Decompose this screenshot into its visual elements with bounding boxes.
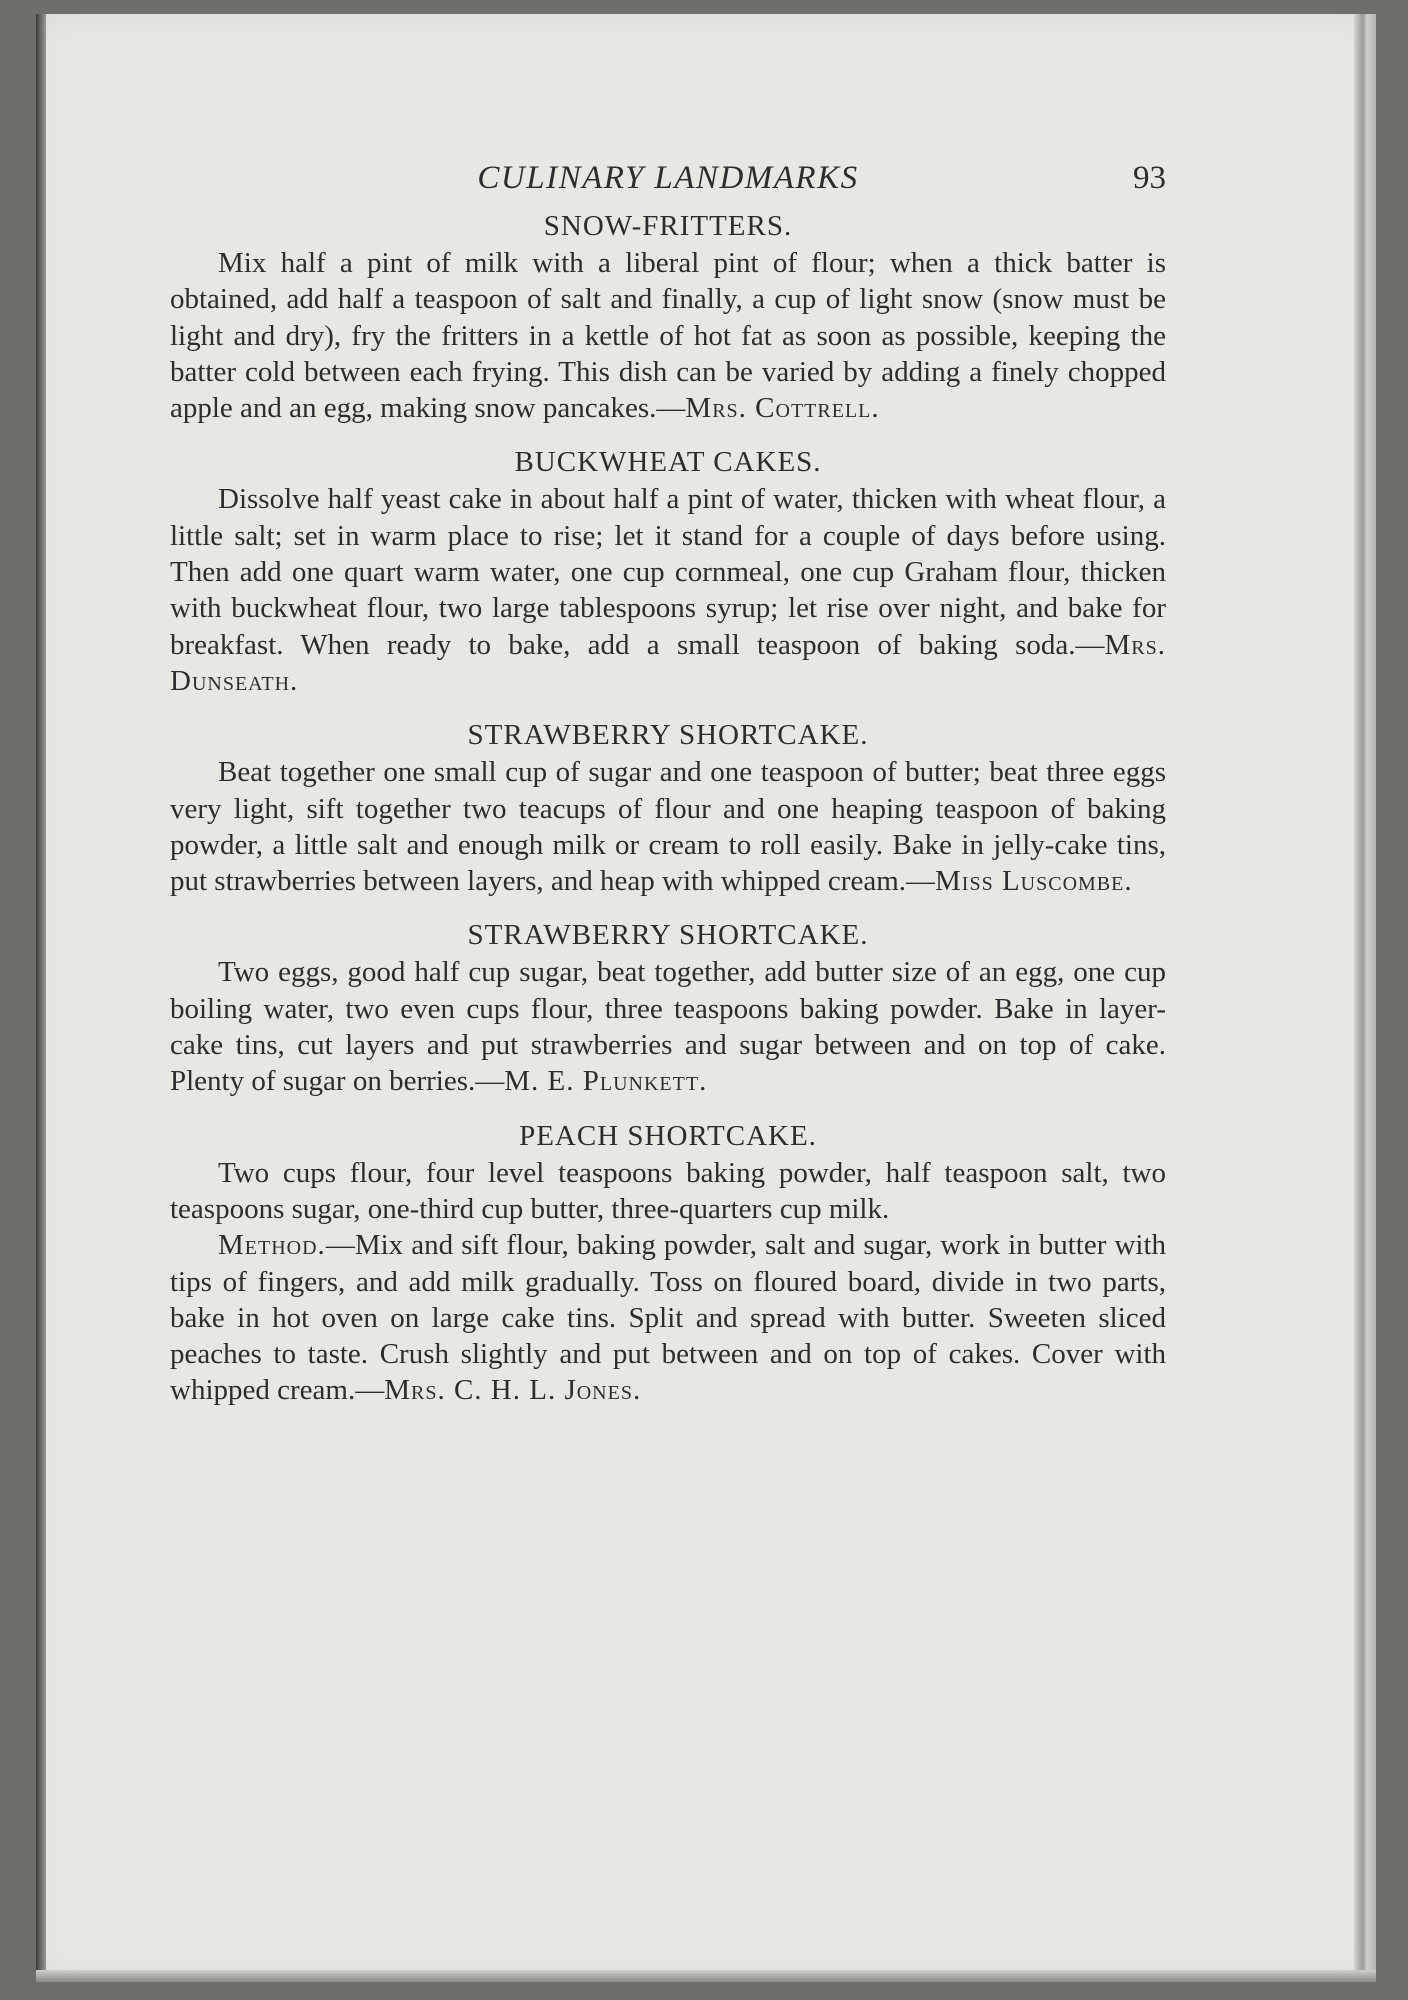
paragraph-text: Dissolve half yeast cake in about half a pint of water, thicken with wheat flour, a little salt; set in warm place to rise; let it stand for a couple of days before using. Then add one quart warm water, one cup cornmeal, one cup Graham flour, thicken with buckwheat flour, two large tablespoons syrup; let rise over night, and bake for breakfast. When ready to bake, add a small teaspoon of baking soda.— <box>170 483 1166 661</box>
book-page <box>36 14 1376 1982</box>
running-head <box>170 160 1166 204</box>
recipe-attribution: Miss Luscombe. <box>935 865 1133 898</box>
page-edge-bottom <box>36 1970 1376 1982</box>
recipe-section <box>170 446 1166 699</box>
paragraph-text: Two eggs, good half cup sugar, beat together, add butter size of an egg, one cup boiling water, two even cups flour, three teaspoons baking powder. Bake in layer-cake tins, cut layers and put strawberries and sugar between and on top of cake. Plenty of sugar on berries.— <box>170 956 1166 1098</box>
recipe-paragraph <box>170 481 1166 699</box>
page-edge-right <box>1354 14 1376 1982</box>
recipe-attribution: M. E. Plunkett. <box>504 1065 708 1098</box>
recipe-attribution: Mrs. Cottrell. <box>685 392 880 425</box>
recipe-section <box>170 1120 1166 1409</box>
recipe-section <box>170 919 1166 1099</box>
recipe-attribution: Mrs. C. H. L. Jones. <box>384 1374 642 1407</box>
running-head-title: CULINARY LANDMARKS <box>477 160 859 196</box>
paragraph-text: —Mix and sift flour, baking powder, salt and sugar, work in butter with tips of fingers, and add milk gradually. Toss on floured board, divide in two parts, bake in hot oven on large cake tins. Split and spread with butter. Sweeten sliced peaches to taste. Crush slightly and put between and on top of cakes. Cover with whipped cream.— <box>170 1229 1166 1407</box>
recipe-title: STRAWBERRY SHORTCAKE. <box>467 719 869 752</box>
recipe-section <box>170 719 1166 899</box>
recipe-paragraph <box>170 245 1166 426</box>
recipe-title: STRAWBERRY SHORTCAKE. <box>467 919 869 952</box>
page-number: 93 <box>1133 160 1166 196</box>
page-gutter-shadow <box>36 14 46 1982</box>
recipe-paragraph <box>170 1227 1166 1408</box>
text-block <box>170 160 1166 1409</box>
recipe-title: PEACH SHORTCAKE. <box>519 1119 817 1152</box>
recipe-attribution: Mrs. Dunseath. <box>170 628 1166 697</box>
paragraph-text: Beat together one small cup of sugar and one teaspoon of butter; beat three eggs very light, sift together two teacups of flour and one heaping teaspoon of baking powder, a little salt and enough milk or cream to roll easily. Bake in jelly-cake tins, put strawberries between layers, and heap with whipped cream.— <box>170 756 1166 898</box>
paragraph-lead: Method. <box>218 1229 326 1262</box>
recipe-section <box>170 210 1166 426</box>
recipe-title: SNOW-FRITTERS. <box>543 210 793 242</box>
recipe-title: BUCKWHEAT CAKES. <box>514 446 822 479</box>
paragraph-text: Mix half a pint of milk with a liberal pint of flour; when a thick batter is obtained, add half a teaspoon of salt and finally, a cup of light snow (snow must be light and dry), fry the fritters in a kettle of hot fat as soon as possible, keeping the batter cold between each frying. This dish can be varied by adding a finely chopped apple and an egg, making snow pancakes.— <box>170 247 1166 425</box>
recipe-paragraph <box>170 1155 1166 1228</box>
recipe-paragraph <box>170 954 1166 1099</box>
paragraph-text: Two cups flour, four level teaspoons baking powder, half teaspoon salt, two teaspoons sugar, one-third cup butter, three-quarters cup milk. <box>170 1156 1166 1225</box>
recipe-list <box>170 210 1166 1409</box>
recipe-paragraph <box>170 754 1166 899</box>
